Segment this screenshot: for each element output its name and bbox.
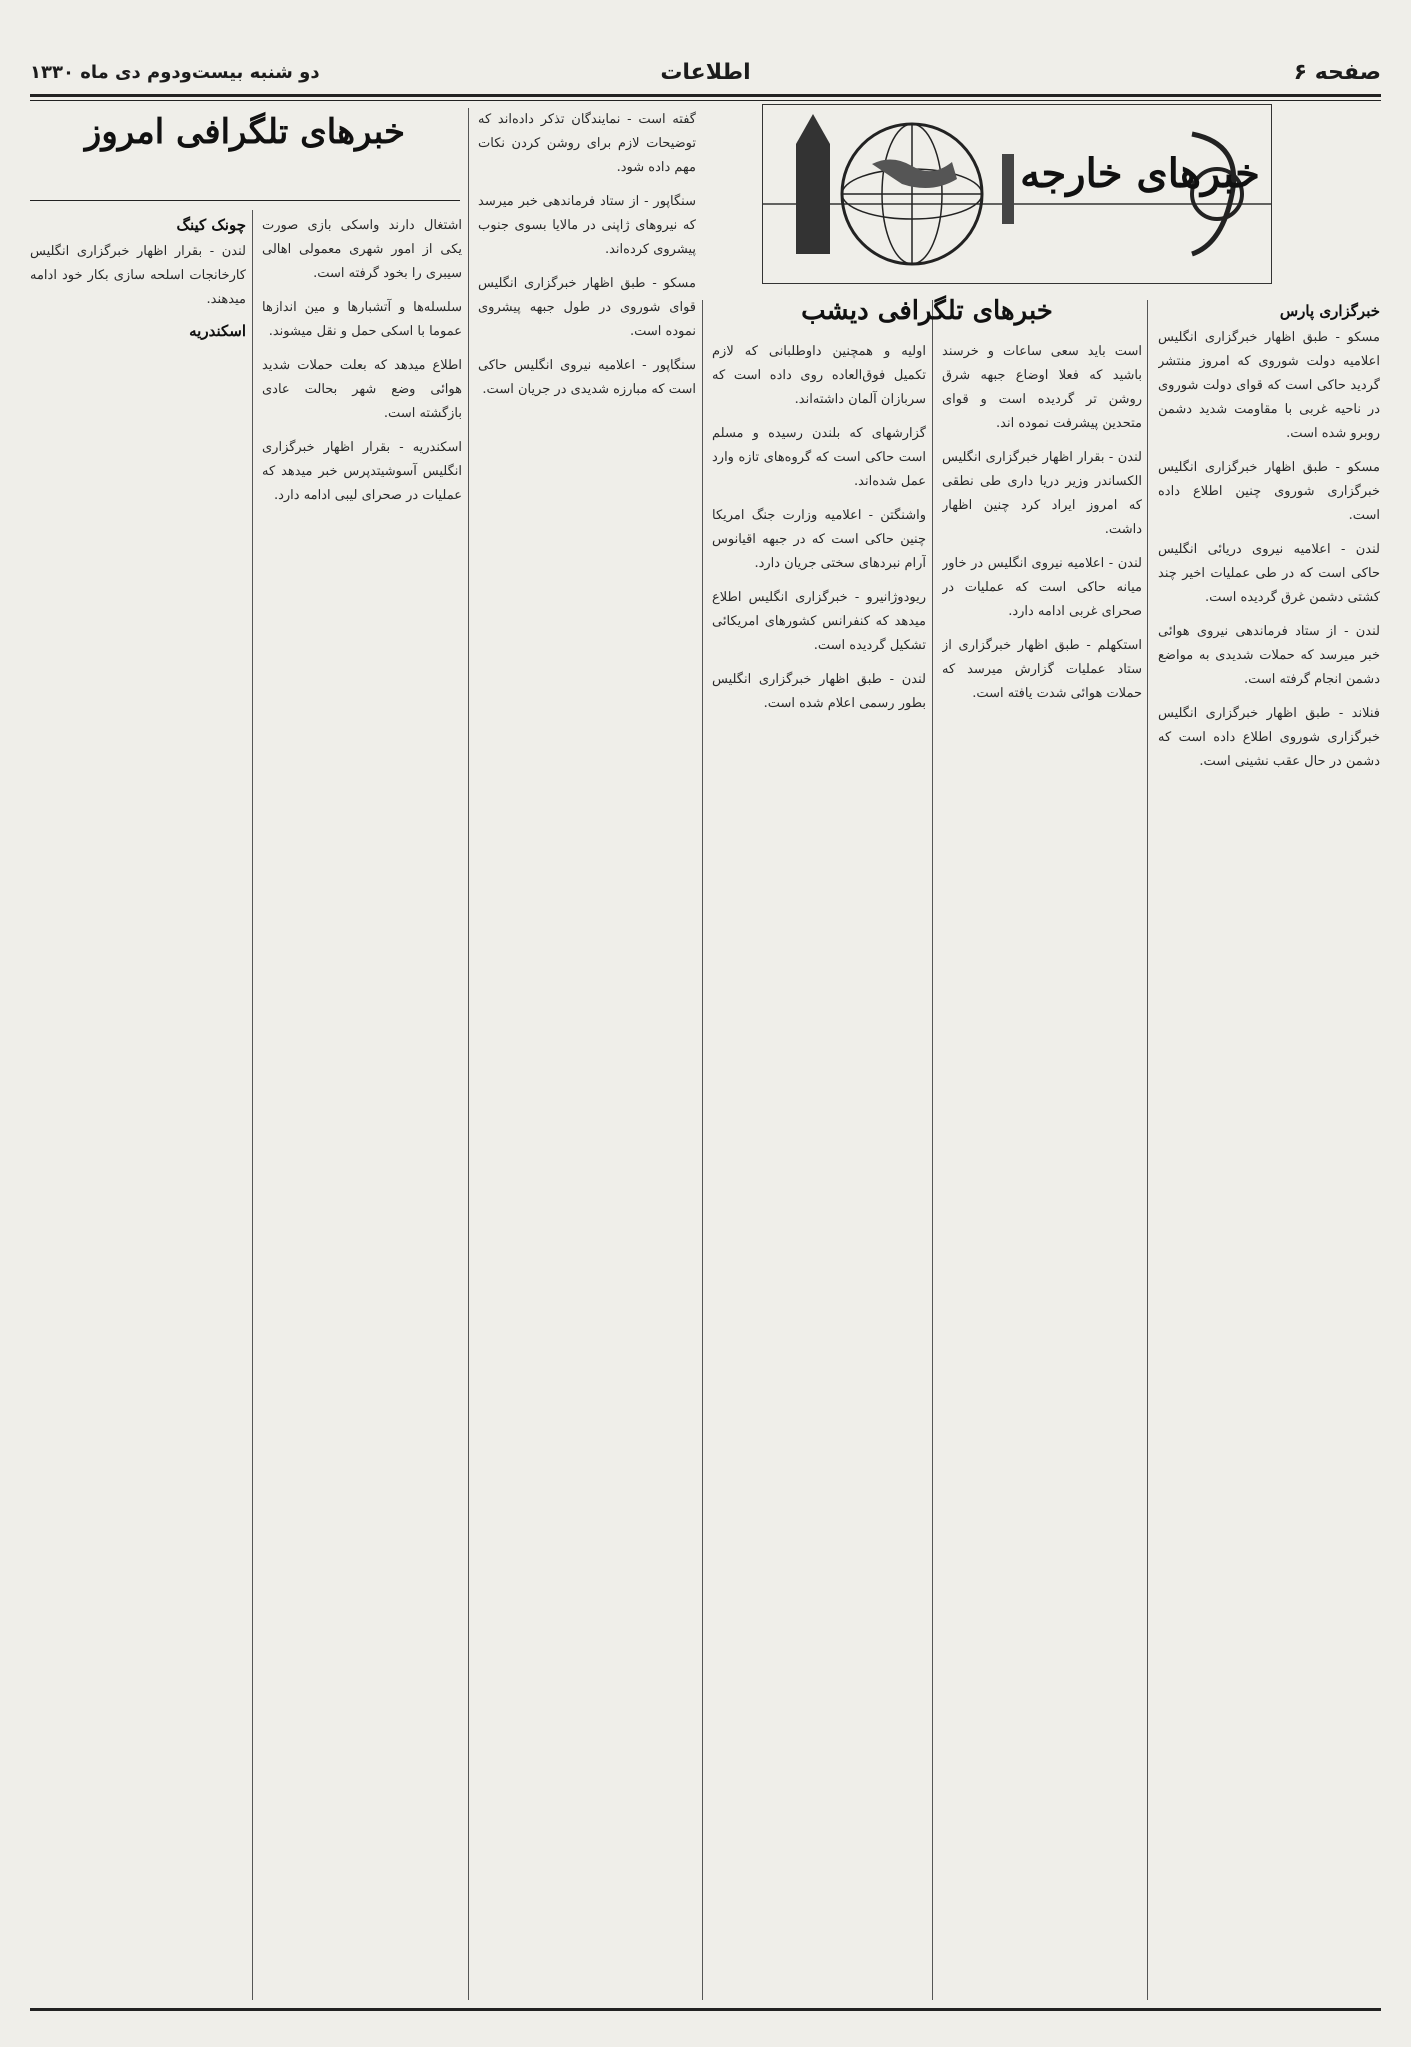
section-heading-pars: خبرگزاری پارس: [1279, 302, 1380, 320]
section-heading-today: خبرهای تلگرافی امروز: [84, 112, 406, 152]
news-paragraph: سنگاپور - اعلامیه نیروی انگلیس حاکی است که مبارزه شدیدی در جریان است.: [478, 358, 696, 397]
column-3: [712, 340, 926, 2000]
foreign-news-title: خبرهای خارجه: [1020, 150, 1260, 197]
news-paragraph: لندن - طبق اظهار خبرگزاری انگلیس بطور رسمی اعلام شده است.: [712, 672, 926, 711]
column-divider: [702, 300, 703, 2000]
section-heading-last-night: خبرهای تلگرافی دیشب: [801, 296, 1053, 326]
news-paragraph: اولیه و همچنین داوطلبانی که لازم تکمیل فوق‌العاده روی داده است که سربازان آلمان داشته‌اند.: [712, 344, 926, 407]
news-paragraph: لندن - بقرار اظهار خبرگزاری انگلیس الکساندر وزیر دریا داری طی نطقی که امروز ایراد کرد چنین اظهار داشت.: [942, 450, 1142, 537]
column-5: [262, 214, 462, 1994]
today-heading-rule: [30, 200, 460, 201]
paper-name: اطلاعات: [660, 60, 751, 85]
masthead: [30, 52, 1381, 92]
news-paragraph: اشتغال دارند واسکی بازی صورت یکی از امور شهری معمولی اهالی سیبری را بخود گرفته است.: [262, 218, 462, 281]
section-heading-chiang: چونک کینگ: [176, 216, 246, 234]
news-paragraph: فنلاند - طبق اظهار خبرگزاری انگلیس خبرگزاری شوروی اطلاع داده است که دشمن در حال عقب نشینی است.: [1158, 706, 1380, 769]
column-2: [942, 340, 1142, 2000]
column-1: [1158, 300, 1380, 2000]
column-divider: [468, 108, 469, 2000]
news-paragraph: مسکو - طبق اظهار خبرگزاری انگلیس قوای شوروی در طول جبهه پیشروی نموده است.: [478, 276, 696, 339]
news-paragraph: اسکندریه - بقرار اظهار خبرگزاری انگلیس آسوشیتدپرس خبر میدهد که عملیات در صحرای لیبی ادامه دارد.: [262, 440, 462, 503]
news-paragraph: لندن - از ستاد فرماندهی نیروی هوائی خبر میرسد که حملات شدیدی به مواضع دشمن انجام گرفته است.: [1158, 624, 1380, 687]
section-heading-istanbul: اسکندریه: [189, 322, 246, 340]
news-paragraph: واشنگتن - اعلامیه وزارت جنگ امریکا چنین حاکی است که در جبهه اقیانوس آرام نبردهای سختی جریان دارد.: [712, 508, 926, 571]
page-number: صفحه ۶: [1293, 60, 1381, 85]
news-paragraph: لندن - اعلامیه نیروی دریائی انگلیس حاکی است که در طی عملیات اخیر چند کشتی دشمن غرق گردیده است.: [1158, 542, 1380, 605]
news-paragraph: مسکو - طبق اظهار خبرگزاری انگلیس خبرگزاری شوروی چنین اطلاع داده است.: [1158, 460, 1380, 523]
news-paragraph: گزارشهای که بلندن رسیده و مسلم است حاکی است که گروه‌های تازه وارد عمل شده‌اند.: [712, 426, 926, 489]
news-paragraph: استکهلم - طبق اظهار خبرگزاری از ستاد عملیات گزارش میرسد که حملات هوائی شدت یافته است.: [942, 638, 1142, 701]
footer-rule: [30, 2008, 1381, 2011]
news-paragraph: اطلاع میدهد که بعلت حملات شدید هوائی وضع شهر بحالت عادی بازگشته است.: [262, 358, 462, 421]
news-paragraph: لندن - اعلامیه نیروی انگلیس در خاور میانه حاکی است که عملیات در صحرای غربی ادامه دارد.: [942, 556, 1142, 619]
column-divider: [252, 210, 253, 2000]
news-paragraph: سنگاپور - از ستاد فرماندهی خبر میرسد که نیروهای ژاپنی در مالایا بسوی جنوب پیشروی کرده‌اند.: [478, 194, 696, 257]
news-paragraph: گفته است - نمایندگان تذکر داده‌اند که توضیحات لازم برای روشن کردن نکات مهم داده شود.: [478, 112, 696, 175]
column-divider: [1147, 300, 1148, 2000]
news-paragraph: سلسله‌ها و آتشبارها و مین اندازها عموما با اسکی حمل و نقل میشوند.: [262, 300, 462, 339]
column-divider: [932, 300, 933, 2000]
news-paragraph: است باید سعی ساعات و خرسند باشید که فعلا اوضاع جبهه شرق روشن تر گردیده است و قوای متحدین پیشرفت نموده اند.: [942, 344, 1142, 431]
header-rule: [30, 94, 1381, 97]
news-paragraph: مسکو - طبق اظهار خبرگزاری انگلیس اعلامیه دولت شوروی که امروز منتشر گردید حاکی است که قوای دولت شوروی در ناحیه غربی با مقاومت شدید دشمن روبرو شده است.: [1158, 330, 1380, 441]
header-rule-thin: [30, 100, 1381, 101]
issue-date: دو شنبه بیست‌و‌دوم دی ماه ۱۳۳۰: [30, 62, 320, 83]
column-6: [30, 214, 246, 1994]
news-paragraph: لندن - بقرار اظهار خبرگزاری انگلیس کارخانجات اسلحه سازی بکار خود ادامه میدهند.: [30, 244, 246, 307]
column-4: [478, 108, 696, 1998]
news-paragraph: ریودوژانیرو - خبرگزاری انگلیس اطلاع میدهد که کنفرانس کشورهای امریکائی تشکیل گردیده است.: [712, 590, 926, 653]
